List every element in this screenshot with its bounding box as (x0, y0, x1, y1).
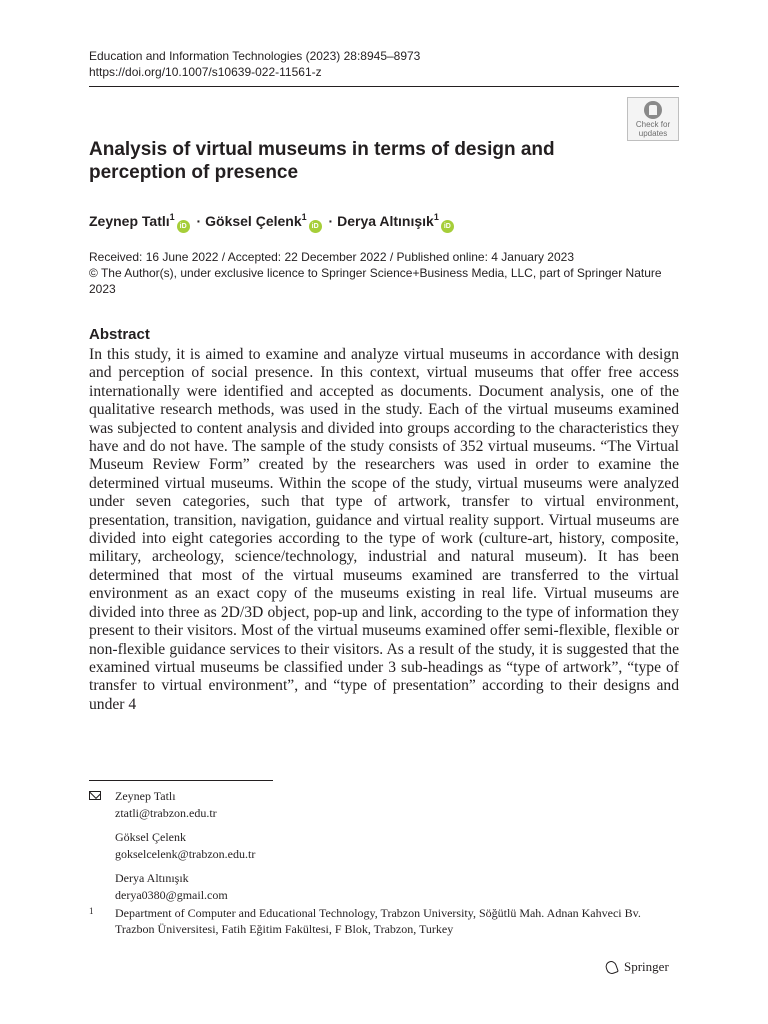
header-divider (89, 86, 679, 87)
article-title: Analysis of virtual museums in terms of design and perception of presence (89, 139, 555, 183)
author-list (89, 207, 457, 233)
contact-email[interactable]: ztatli@trabzon.edu.tr (115, 806, 217, 820)
badge-line-2: updates (638, 129, 668, 138)
affiliation-number: 1 (89, 906, 94, 916)
affiliation-footnote (89, 905, 679, 937)
author-name: Zeynep Tatlı (89, 213, 170, 229)
journal-header (89, 48, 420, 80)
footnote-divider (89, 780, 273, 781)
contact-entry (89, 870, 255, 904)
check-for-updates-badge[interactable] (627, 97, 679, 141)
contact-name: Derya Altınışık (115, 871, 189, 885)
author-name: Göksel Çelenk (205, 213, 302, 229)
publication-info (89, 249, 679, 297)
publisher-name: Springer (624, 959, 669, 974)
publication-dates: Received: 16 June 2022 / Accepted: 22 December 2022 / Published online: 4 January 2023 (89, 250, 574, 264)
contact-name: Zeynep Tatlı (115, 789, 176, 803)
author-separator: · (324, 213, 338, 229)
contact-entry (89, 829, 255, 863)
journal-citation: Education and Information Technologies (2023) 28:8945–8973 (89, 49, 421, 63)
check-for-updates-icon (644, 101, 662, 119)
publisher-logo (604, 958, 669, 976)
copyright-notice: © The Author(s), under exclusive licence to Springer Science+Business Media, LLC, part of Springer Nature 2023 (89, 266, 662, 296)
author-affiliation-mark: 1 (301, 212, 307, 222)
author-name: Derya Altınışık (337, 213, 434, 229)
author-contacts (89, 788, 255, 911)
author-affiliation-mark: 1 (433, 212, 439, 222)
envelope-icon (89, 791, 101, 800)
orcid-icon[interactable]: iD (177, 220, 190, 233)
abstract-heading: Abstract (89, 326, 150, 343)
orcid-icon[interactable]: iD (441, 220, 454, 233)
contact-email[interactable]: gokselcelenk@trabzon.edu.tr (115, 847, 256, 861)
contact-name: Göksel Çelenk (115, 830, 186, 844)
contact-email[interactable]: derya0380@gmail.com (115, 888, 228, 902)
springer-horse-icon (604, 960, 618, 974)
affiliation-text: Department of Computer and Educational Technology, Trabzon University, Söğütlü Mah. Adnan Kahveci Bv. Trazbon Üniversitesi, Fatih Eğitim Fakültesi, F Blok, Trabzon, Turkey (115, 906, 641, 936)
doi-link[interactable]: https://doi.org/10.1007/s10639-022-11561-z (89, 65, 322, 79)
abstract-text: In this study, it is aimed to examine and analyze virtual museums in accordance with design and perception of social presence. In this context, virtual museums that offer free access internationally were identified and accepted as documents. Document analysis, one of the qualitative research methods, was used in the study. Each of the virtual museums examined was subjected to content analysis and divided into groups according to the characteristics they have and do not have. The sample of the study consists of 352 virtual museums. “The Virtual Museum Review Form” created by the researchers was used in order to examine the determined virtual museums. Within the scope of the study, virtual museums were analyzed under seven categories, such that type of artwork, transfer to virtual environment, presentation, transition, navigation, guidance and virtual reality support. Virtual museums are divided into eight categories according to the type of work (culture-art, history, composite, military, archeology, science/technology, industrial and natural museum). It has been determined that most of the virtual museums examined are transferred to the virtual environment as an exact copy of the museums existing in real life. Virtual museums are divided into three as 2D/3D object, pop-up and link, according to the type of information they present to their visitors. Most of the virtual museums examined offer semi-flexible, flexible or non-flexible guidance services to their visitors. As a result of the study, it is suggested that the examined virtual museums be classified under 3 sub-headings as “type of artwork”, “type of transfer to virtual environment”, and “type of presentation” according to their designs and under 4 (89, 346, 679, 713)
orcid-icon[interactable]: iD (309, 220, 322, 233)
contact-entry (89, 788, 255, 822)
author-affiliation-mark: 1 (169, 212, 175, 222)
badge-line-1: Check for (635, 120, 671, 129)
author-separator: · (192, 213, 206, 229)
